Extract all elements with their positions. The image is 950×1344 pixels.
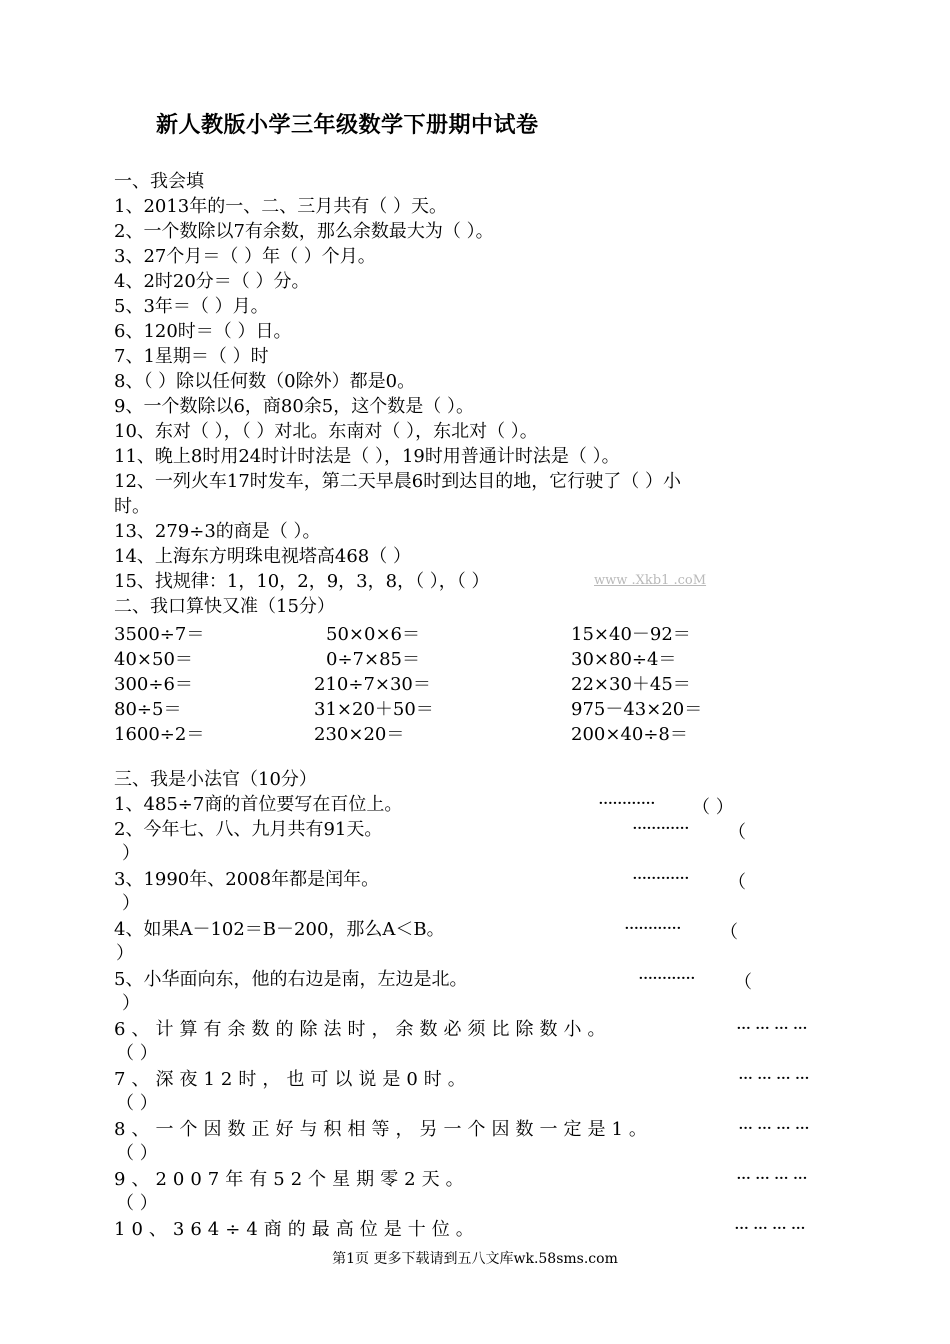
judge-cont-8: （ ）: [116, 1143, 158, 1164]
fill-item-12-cont: 时。: [114, 496, 150, 517]
fill-item-13: 13、279÷3的商是（ ）。: [114, 521, 321, 542]
judge-dots-2: ············: [632, 818, 689, 839]
fill-item-12: 12、一列火车17时发车，第二天早晨6时到达目的地，它行驶了（ ）小: [114, 471, 681, 492]
judge-item-8: 8、一个因数正好与积相等，另一个因数一定是1。: [114, 1119, 653, 1140]
calc-5-3: 200×40÷8＝: [571, 724, 688, 745]
judge-dots-10: ··· ··· ··· ···: [734, 1218, 805, 1239]
calc-4-3: 975－43×20＝: [571, 699, 703, 720]
judge-item-6: 6、计算有余数的除法时，余数必须比除数小。: [114, 1019, 612, 1040]
calc-5-2: 230×20＝: [314, 724, 405, 745]
judge-item-7: 7、深夜12时，也可以说是0时。: [114, 1069, 472, 1090]
calc-1-1: 3500÷7＝: [114, 624, 205, 645]
judge-dots-6: ··· ··· ··· ···: [736, 1018, 807, 1039]
calc-1-3: 15×40－92＝: [571, 624, 691, 645]
judge-item-3: 3、1990年、2008年都是闰年。: [114, 869, 380, 890]
judge-dots-9: ··· ··· ··· ···: [736, 1168, 807, 1189]
fill-item-7: 7、1星期＝（ ）时: [114, 346, 269, 367]
judge-cont-7: （ ）: [116, 1093, 158, 1114]
calc-5-1: 1600÷2＝: [114, 724, 205, 745]
fill-item-11: 11、晚上8时用24时计时法是（ ），19时用普通计时法是（ ）。: [114, 446, 620, 467]
calc-4-1: 80÷5＝: [114, 699, 182, 720]
judge-bracket-4: （: [720, 922, 738, 943]
judge-item-5: 5、小华面向东，他的右边是南，左边是北。: [114, 969, 468, 990]
judge-dots-1: ············: [598, 793, 655, 814]
fill-item-2: 2、一个数除以7有余数，那么余数最大为（ ）。: [114, 221, 494, 242]
judge-item-9: 9、2007年有52个星期零2天。: [114, 1169, 470, 1190]
judge-cont-5: ）: [122, 993, 140, 1014]
fill-item-4: 4、2时20分＝（ ）分。: [114, 271, 310, 292]
calc-3-3: 22×30＋45＝: [571, 674, 691, 695]
judge-item-4: 4、如果A－102＝B－200，那么A＜B。: [114, 919, 445, 940]
calc-2-2: 0÷7×85＝: [326, 649, 420, 670]
judge-dots-4: ············: [624, 918, 681, 939]
section-2-heading: 二、我口算快又准（15分）: [114, 596, 335, 617]
section-1-heading: 一、我会填: [114, 171, 204, 192]
fill-item-9: 9、一个数除以6，商80余5，这个数是（ ）。: [114, 396, 474, 417]
calc-2-1: 40×50＝: [114, 649, 193, 670]
judge-item-10: 10、364÷4商的最高位是十位。: [114, 1219, 480, 1240]
calc-1-2: 50×0×6＝: [326, 624, 420, 645]
fill-item-1: 1、2013年的一、二、三月共有（ ）天。: [114, 196, 447, 217]
fill-item-14: 14、上海东方明珠电视塔高468（ ）: [114, 546, 411, 567]
judge-dots-5: ············: [638, 968, 695, 989]
judge-dots-8: ··· ··· ··· ···: [738, 1118, 809, 1139]
judge-cont-3: ）: [122, 893, 140, 914]
judge-bracket-5: （: [734, 972, 752, 993]
exam-title: 新人教版小学三年级数学下册期中试卷: [156, 112, 539, 138]
page-footer: 第1页 更多下载请到五八文库wk.58sms.com: [332, 1251, 618, 1267]
judge-cont-6: （ ）: [116, 1043, 158, 1064]
fill-item-6: 6、120时＝（ ）日。: [114, 321, 292, 342]
judge-item-2: 2、今年七、八、九月共有91天。: [114, 819, 383, 840]
judge-cont-4: ）: [116, 943, 134, 964]
calc-3-1: 300÷6＝: [114, 674, 193, 695]
fill-item-5: 5、3年＝（ ）月。: [114, 296, 269, 317]
calc-4-2: 31×20＋50＝: [314, 699, 434, 720]
judge-dots-3: ············: [632, 868, 689, 889]
watermark-link[interactable]: www .Xkb1 .coM: [594, 573, 707, 588]
judge-bracket-1: （ ）: [692, 797, 734, 818]
judge-dots-7: ··· ··· ··· ···: [738, 1068, 809, 1089]
section-3-heading: 三、我是小法官（10分）: [114, 769, 317, 790]
judge-cont-2: ）: [122, 843, 140, 864]
judge-cont-9: （ ）: [116, 1193, 158, 1214]
calc-3-2: 210÷7×30＝: [314, 674, 431, 695]
fill-item-10: 10、东对（ ），（ ）对北。东南对（ ），东北对（ ）。: [114, 421, 538, 442]
judge-item-1: 1、485÷7商的首位要写在百位上。: [114, 794, 403, 815]
judge-bracket-3: （: [728, 872, 746, 893]
fill-item-8: 8、（ ）除以任何数（0除外）都是0。: [114, 371, 416, 392]
judge-bracket-2: （: [728, 822, 746, 843]
fill-item-3: 3、27个月＝（ ）年（ ）个月。: [114, 246, 376, 267]
fill-item-15: 15、找规律：1，10，2，9，3，8，（ ），（ ）: [114, 571, 490, 592]
calc-2-3: 30×80÷4＝: [571, 649, 677, 670]
